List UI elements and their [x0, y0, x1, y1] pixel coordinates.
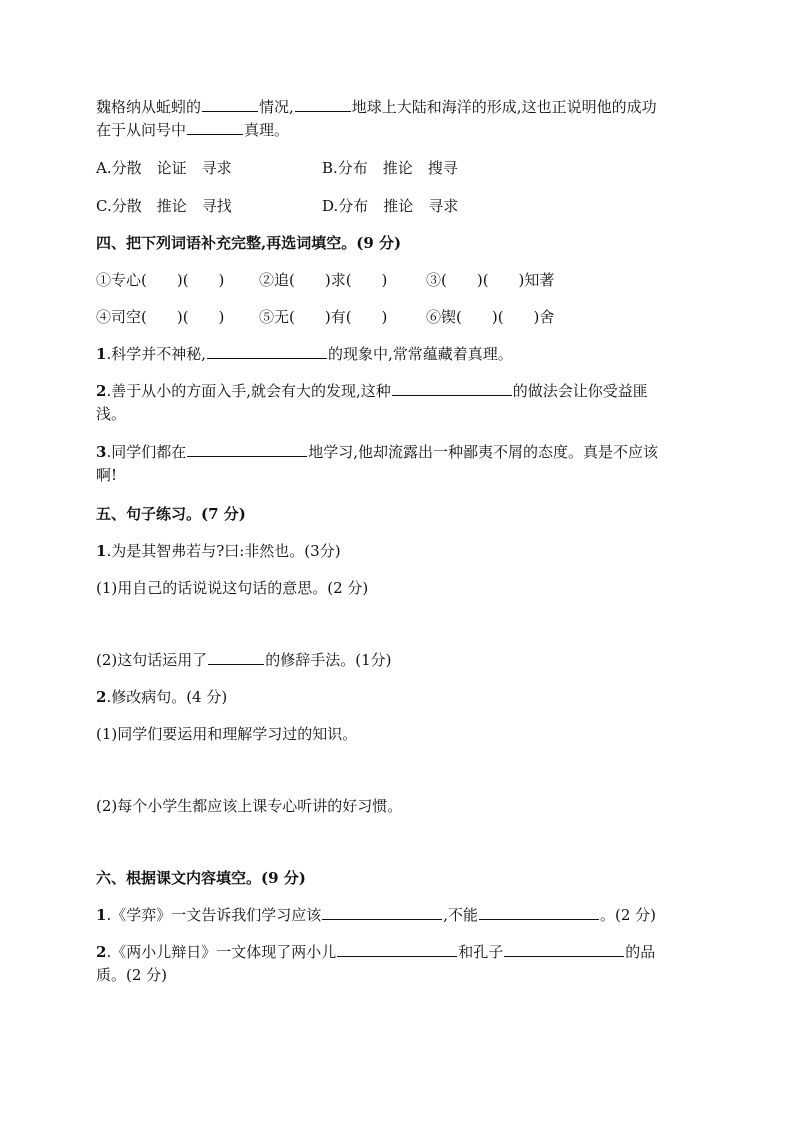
item-text: 和孔子	[458, 943, 504, 961]
q5-sentence-1b	[96, 649, 700, 671]
section-title-q6: 六、根据课文内容填空。(9 分)	[96, 869, 306, 887]
item-number: 2	[96, 943, 107, 961]
q3-text-part3: 地球上大陆和海洋的形成,这也正说明他的成功	[351, 98, 657, 116]
q4-item-3	[96, 441, 700, 463]
answer-blank[interactable]	[479, 905, 599, 920]
q6-item-1	[96, 904, 700, 926]
word-item-4: ④司空( )( )	[96, 308, 225, 326]
option-a[interactable]: A.分散 论证 寻求	[96, 159, 232, 177]
q5-sentence-2a: (1)同学们要运用和理解学习过的知识。	[96, 725, 358, 743]
item-number: 1	[96, 345, 107, 363]
item-text: .同学们都在	[106, 443, 187, 461]
q3-text-part1: 魏格纳从蚯蚓的	[96, 98, 202, 116]
section-title-q5: 五、句子练习。(7 分)	[96, 505, 246, 523]
item-text: (2)这句话运用了	[96, 651, 208, 669]
option-b[interactable]: B.分布 推论 搜寻	[322, 159, 458, 177]
answer-blank[interactable]	[187, 120, 243, 135]
q3-text-line2	[96, 119, 700, 141]
q5-sentence-2b: (2)每个小学生都应该上课专心听讲的好习惯。	[96, 797, 403, 815]
q6-item-2-cont: 质。(2 分)	[96, 966, 168, 984]
option-c[interactable]: C.分散 推论 寻找	[96, 197, 232, 215]
item-text: 地学习,他却流露出一种鄙夷不屑的态度。真是不应该	[308, 443, 658, 461]
item-number: 3	[96, 443, 107, 461]
item-number: 2	[96, 688, 107, 706]
item-number: 2	[96, 382, 107, 400]
q3-text-part5: 真理。	[244, 121, 290, 139]
answer-blank[interactable]	[322, 905, 442, 920]
q3-text-part2: 情况,	[259, 98, 294, 116]
item-text: .《学弈》一文告诉我们学习应该	[106, 906, 322, 924]
answer-blank[interactable]	[295, 97, 351, 112]
word-item-3: ③( )( )知著	[426, 271, 555, 289]
q5-sentence-1	[96, 540, 700, 562]
item-text: .善于从小的方面入手,就会有大的发现,这种	[106, 382, 391, 400]
answer-blank[interactable]	[504, 942, 624, 957]
item-text: 的修辞手法。(1分)	[265, 651, 392, 669]
item-text: 的品	[625, 943, 656, 961]
word-item-5: ⑤无( )有( )	[259, 308, 388, 326]
item-text: 的做法会让你受益匪	[512, 382, 648, 400]
item-text: .修改病句。(4 分)	[106, 688, 228, 706]
item-text: .《两小儿辩日》一文体现了两小儿	[106, 943, 337, 961]
section-title-q4: 四、把下列词语补充完整,再选词填空。(9 分)	[96, 234, 402, 252]
q4-item-2	[96, 380, 700, 402]
q4-item-2-cont: 浅。	[96, 405, 127, 423]
item-text: 。(2 分)	[600, 906, 657, 924]
item-number: 1	[96, 906, 107, 924]
q5-sentence-1a: (1)用自己的话说说这句话的意思。(2 分)	[96, 579, 369, 597]
answer-blank[interactable]	[208, 650, 264, 665]
q4-item-1	[96, 343, 700, 365]
q5-sentence-2	[96, 686, 700, 708]
item-text: ,不能	[443, 906, 478, 924]
answer-blank[interactable]	[202, 97, 258, 112]
item-text: .科学并不神秘,	[106, 345, 206, 363]
word-item-1: ①专心( )( )	[96, 271, 225, 289]
option-d[interactable]: D.分布 推论 寻求	[322, 197, 459, 215]
q6-item-2	[96, 941, 700, 963]
answer-blank[interactable]	[187, 442, 307, 457]
answer-blank[interactable]	[337, 942, 457, 957]
word-item-6: ⑥锲( )( )舍	[426, 308, 555, 326]
item-number: 1	[96, 542, 107, 560]
word-item-2: ②追( )求( )	[259, 271, 388, 289]
q3-text-part4: 在于从问号中	[96, 121, 187, 139]
item-text: 的现象中,常常蕴藏着真理。	[327, 345, 513, 363]
q3-text-line1	[96, 96, 700, 118]
item-text: .为是其智弗若与?曰:非然也。(3分)	[106, 542, 341, 560]
answer-blank[interactable]	[207, 344, 327, 359]
answer-blank[interactable]	[392, 381, 512, 396]
q4-item-3-cont: 啊!	[96, 466, 118, 484]
